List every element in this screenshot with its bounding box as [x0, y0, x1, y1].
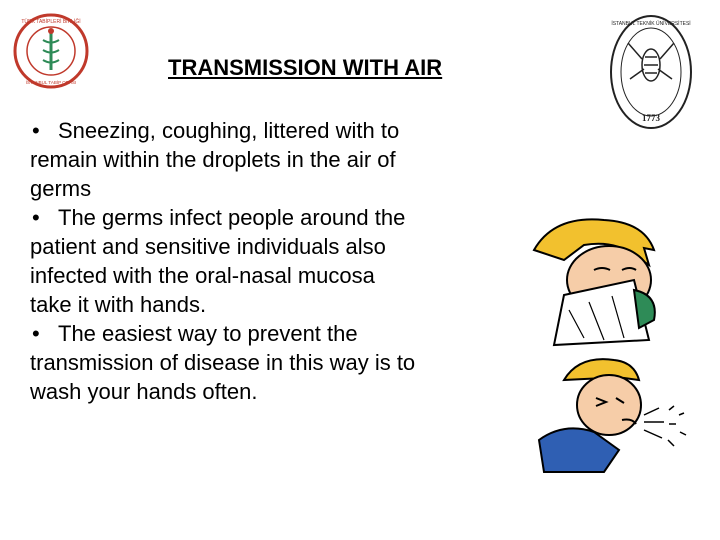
bullet-item [30, 116, 520, 203]
bullet-text-line: infected with the oral-nasal mucosa [30, 263, 375, 288]
bullet-text-line: remain within the droplets in the air of [30, 147, 396, 172]
bullet-text-line: patient and sensitive individuals also [30, 234, 386, 259]
medical-chamber-logo [12, 12, 90, 90]
bullet-text-line: The easiest way to prevent the [58, 321, 358, 346]
left-logo-ring-text: TÜRK TABİPLERİ BİRLİĞİ [21, 19, 81, 25]
slide-title: TRANSMISSION WITH AIR [168, 55, 443, 80]
bullet-text-line: germs [30, 176, 92, 201]
bullet-item [30, 319, 520, 406]
child-blowing-nose-figure [534, 219, 655, 345]
bullet-marker: • [32, 205, 40, 230]
slide-body [30, 116, 520, 406]
bullet-text-line: Sneezing, coughing, littered with to [58, 118, 400, 143]
bullet-item [30, 203, 520, 319]
bullet-marker: • [32, 321, 40, 346]
left-logo-ring-bottom: İSTANBUL TABİP ODASI [25, 80, 77, 85]
bullet-text-line: wash your hands often. [30, 379, 258, 404]
child-sneezing-figure [539, 359, 686, 472]
sneezing-children-illustration [524, 210, 694, 492]
bullet-marker: • [32, 118, 40, 143]
bullet-text-line: transmission of disease in this way is to [30, 350, 416, 375]
right-logo-year: 1773 [642, 113, 660, 123]
bullet-text-line: take it with hands. [30, 292, 207, 317]
university-logo [608, 13, 694, 131]
right-logo-ring-text: İSTANBUL TEKNİK ÜNİVERSİTESİ [611, 21, 691, 27]
bullet-text-line: The germs infect people around the [58, 205, 406, 230]
